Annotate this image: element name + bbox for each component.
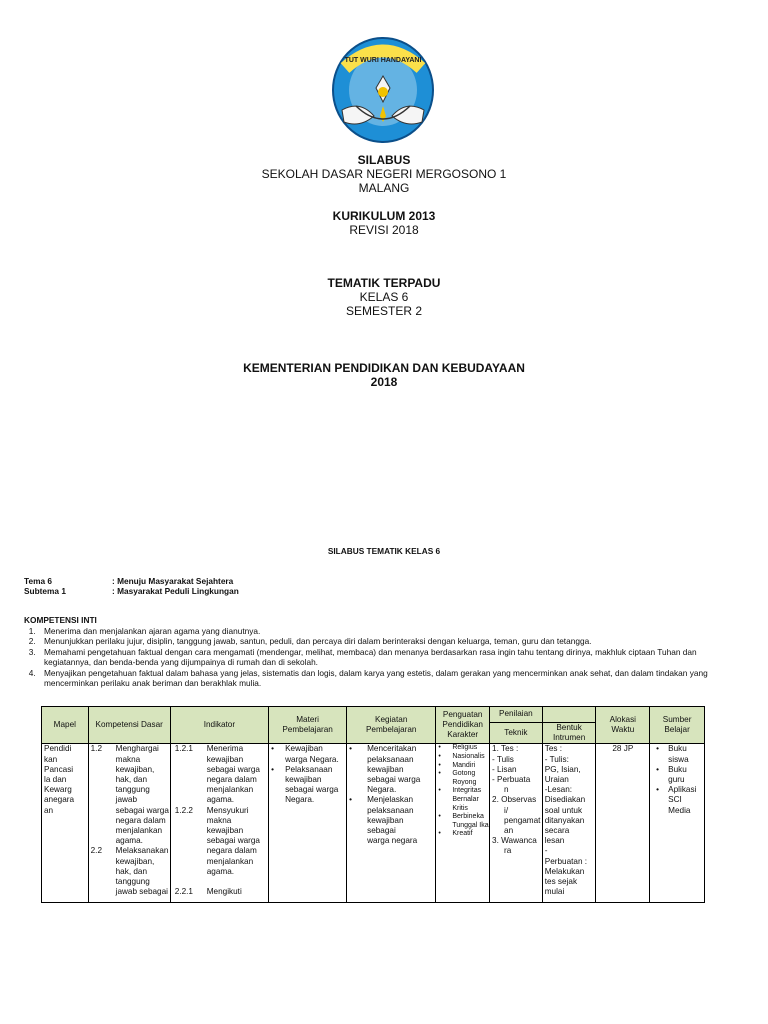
- header-kegiatan: Kegiatan Pembelajaran: [347, 707, 436, 744]
- syllabus-table: [41, 706, 705, 903]
- ki-item: 2. Menunjukkan perilaku jujur, disiplin, tanggung jawab, santun, peduli, dan percaya diri dalam berinteraksi dengan keluarga, teman, guru dan tetangga.: [38, 636, 728, 646]
- materi-item: • Pelaksanaan kewajiban sebagai warga Negara.: [271, 764, 339, 805]
- materi-item: • Kewajiban warga Negara.: [271, 744, 339, 764]
- cell-bentuk: Tes : - Tulis: PG, Isian, Uraian -Lesan: Disediakan soal untuk ditanyakan secara lesan - Perbuatan : Melakukan tes sejak mulai: [542, 744, 596, 903]
- cell-alokasi: 28 JP: [596, 744, 650, 903]
- semester: SEMESTER 2: [345, 304, 423, 318]
- grade: KELAS 6: [359, 290, 409, 304]
- cell-mapel: Pendidi kan Pancasi la dan Kewarg anegara an: [42, 744, 89, 903]
- ki-item: 3. Memahami pengetahuan faktual dengan cara mengamati (mendengar, melihat, membaca) dan menanya berdasarkan rasa ingin tahu tentang dirinya, makhluk ciptaan Tuhan dan kegiatannya, dan benda-benda yang dijumpainya di rumah dan di sekolah.: [38, 647, 728, 668]
- cell-kd: [88, 744, 170, 903]
- cell-materi: [269, 744, 347, 903]
- subtema-label: Subtema 1: [24, 586, 66, 596]
- cell-kegiatan: [347, 744, 436, 903]
- svg-text:TUT WURI HANDAYANI: TUT WURI HANDAYANI: [344, 57, 422, 64]
- cell-penguatan: [436, 744, 490, 903]
- header-blank: [542, 707, 596, 723]
- cell-sumber: [650, 744, 705, 903]
- penguatan-item: • Gotong Royong: [438, 770, 477, 786]
- kegiatan-item: • Menceritakan pelaksanaan kewajiban sebagai warga Negara.: [349, 744, 421, 795]
- penguatan-item: • Mandiri: [438, 761, 476, 769]
- ministry: KEMENTERIAN PENDIDIKAN DAN KEBUDAYAAN: [243, 361, 525, 375]
- indikator-item: 2.2.1 Mengikuti: [174, 887, 242, 897]
- penguatan-item: • Berbineka Tunggal Ika: [438, 813, 489, 829]
- header-mapel: Mapel: [42, 707, 89, 744]
- header-materi: Materi Pembelajaran: [269, 707, 347, 744]
- ki-item: 1. Menerima dan menjalankan ajaran agama yang dianutnya.: [38, 626, 728, 636]
- tut-wuri-handayani-logo: [330, 36, 436, 144]
- tema-value: : Menuju Masyarakat Sejahtera: [112, 576, 234, 586]
- header-alokasi: Alokasi Waktu: [596, 707, 650, 744]
- ki-list: [22, 626, 728, 688]
- cell-indikator: [170, 744, 268, 903]
- indikator-item: 1.2.2 Mensyukuri makna kewajiban sebagai warga negara dalam menjalankan agama.: [174, 805, 260, 876]
- syllabus-heading: SILABUS TEMATIK KELAS 6: [327, 546, 441, 556]
- penguatan-item: • Nasionalis: [438, 753, 485, 760]
- penguatan-item: • Religius: [438, 744, 478, 752]
- header-penilaian: Penilaian: [490, 707, 543, 723]
- penguatan-item: • Kreatif: [438, 830, 473, 838]
- sumber-item: • Buku siswa: [656, 744, 689, 764]
- doc-title: SILABUS: [357, 153, 411, 167]
- header-sumber: Sumber Belajar: [650, 707, 705, 744]
- school-name: SEKOLAH DASAR NEGERI MERGOSONO 1: [261, 167, 507, 181]
- revision: REVISI 2018: [349, 223, 419, 237]
- curriculum: KURIKULUM 2013: [332, 209, 436, 223]
- subtema-value: : Masyarakat Peduli Lingkungan: [112, 586, 239, 596]
- indikator-item: 1.2.1 Menerima kewajiban sebagai warga negara dalam menjalankan agama.: [174, 744, 260, 805]
- year: 2018: [370, 375, 398, 389]
- header-indikator: Indikator: [170, 707, 268, 744]
- penguatan-item: • Integritas Bernalar Kritis: [438, 787, 482, 812]
- ki-heading: KOMPETENSI INTI: [24, 615, 97, 625]
- cell-teknik: 1. Tes : - Tulis - Lisan - Perbuata n 2. Observas i/ pengamat an 3. Wawanca ra: [490, 744, 543, 903]
- header-penguatan: Penguatan Pendidikan Karakter: [436, 707, 490, 744]
- header-teknik: Teknik: [490, 723, 543, 744]
- header-bentuk: Bentuk Intrumen: [542, 723, 596, 744]
- sumber-item: • Aplikasi SCI Media: [656, 785, 697, 815]
- kd-item: 2.2 Melaksanakan kewajiban, hak, dan tanggung jawab sebagai: [90, 846, 169, 897]
- school-city: MALANG: [358, 181, 410, 195]
- tema-label: Tema 6: [24, 576, 52, 586]
- kegiatan-item: • Menjelaskan pelaksanaan kewajiban sebagai warga negara: [349, 795, 418, 846]
- header-kd: Kompetensi Dasar: [88, 707, 170, 744]
- theme-title: TEMATIK TERPADU: [327, 276, 441, 290]
- sumber-item: • Buku guru: [656, 764, 687, 785]
- kd-item: 1.2 Menghargai makna kewajiban, hak, dan tanggung jawab sebagai warga negara dalam menjalankan agama.: [90, 744, 169, 846]
- ki-item: 4. Menyajikan pengetahuan faktual dalam bahasa yang jelas, sistematis dan logis, dalam karya yang estetis, dalam gerakan yang mencerminkan anak sehat, dan dalam tindakan yang mencerminkan perilaku anak beriman dan berakhlak mulia.: [38, 668, 728, 689]
